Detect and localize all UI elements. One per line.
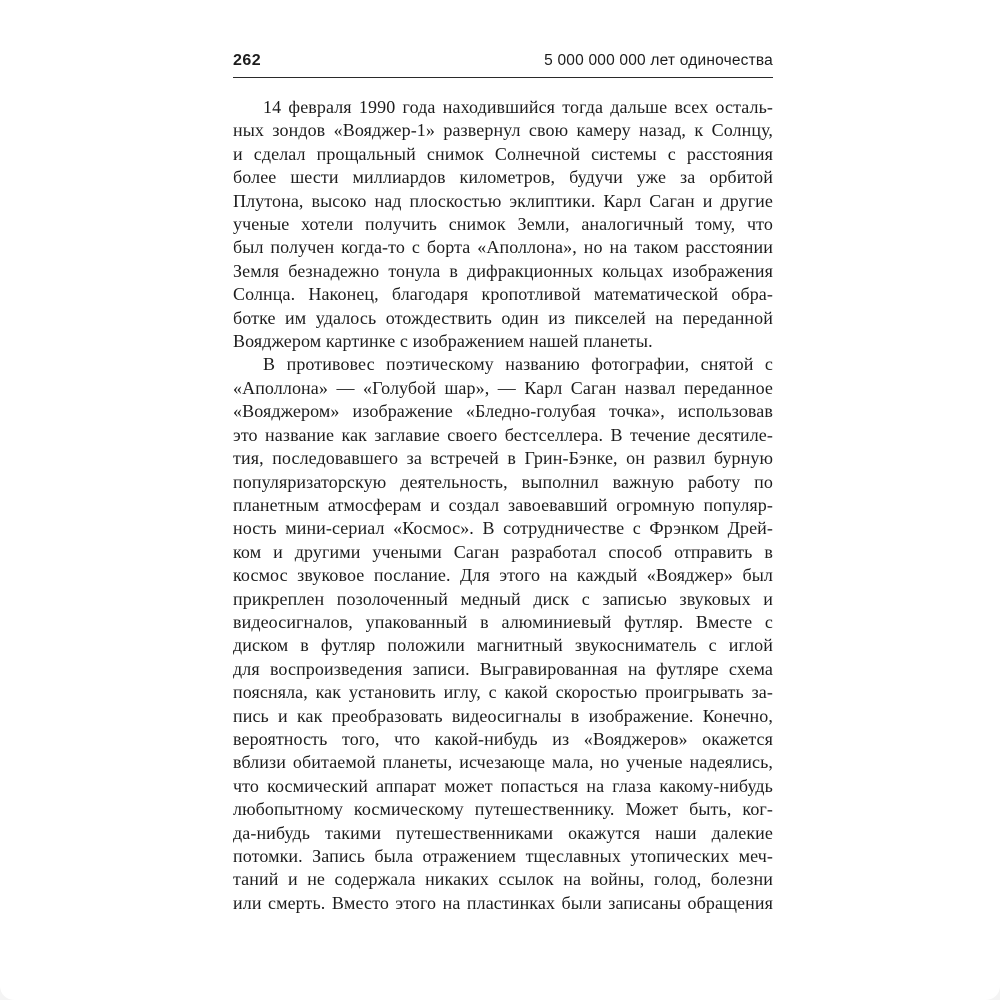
text-line: Плутона, высоко над плоскостью эклиптики. Карл Саган и другие xyxy=(233,190,773,211)
text-line: ных зондов «Вояджер-1» развернул свою камеру назад, к Солнцу, xyxy=(233,120,773,141)
page-number: 262 xyxy=(233,52,262,69)
text-line: 14 февраля 1990 года находившийся тогда дальше всех осталь- xyxy=(263,97,773,117)
text-line: ность мини-сериал «Космос». В сотрудничестве с Фрэнком Дрей- xyxy=(233,518,773,539)
page-body xyxy=(233,96,773,915)
text-line: ученые хотели получить снимок Земли, аналогичный тому, что xyxy=(233,214,773,235)
text-line: ботке им удалось отождествить один из пикселей на переданной xyxy=(233,307,773,328)
paragraph xyxy=(233,96,773,353)
text-line: Земля безнадежно тонула в дифракционных кольцах изображения xyxy=(233,260,773,281)
page-content xyxy=(233,0,773,915)
text-line: диском в футляр положили магнитный звукосниматель с иглой xyxy=(233,635,773,656)
text-line: таний и не содержала никаких ссылок на войны, голод, болезни xyxy=(233,869,773,890)
paragraph xyxy=(233,353,773,915)
text-line: космос звуковое послание. Для этого на каждый «Вояджер» был xyxy=(233,565,773,586)
text-line: прикреплен позолоченный медный диск с записью звуковых и xyxy=(233,588,773,609)
text-line: Солнца. Наконец, благодаря кропотливой математической обра- xyxy=(233,284,773,305)
text-line: популяризаторскую деятельность, выполнил важную работу по xyxy=(233,471,773,492)
text-line: ком и другими учеными Саган разработал способ отправить в xyxy=(233,541,773,562)
text-line: потомки. Запись была отражением тщеславных утопических меч- xyxy=(233,846,773,866)
text-line: вблизи обитаемой планеты, исчезающе мала, но ученые надеялись, xyxy=(233,752,773,773)
text-line: планетным атмосферам и создал завоевавший огромную популяр- xyxy=(233,494,773,515)
text-line: и сделал прощальный снимок Солнечной системы с расстояния xyxy=(233,143,773,164)
header-rule xyxy=(233,77,773,78)
text-line: любопытному космическому путешественнику. Может быть, ког- xyxy=(233,799,773,820)
text-line: это название как заглавие своего бестселлера. В течение десятиле- xyxy=(233,424,773,445)
text-line: был получен когда-то с борта «Аполлона», но на таком расстоянии xyxy=(233,237,773,258)
running-title: 5 000 000 000 лет одиночества xyxy=(544,52,773,69)
text-line: «Аполлона» — «Голубой шар», — Карл Саган назвал переданное xyxy=(233,377,773,398)
text-line: видеосигналов, упакованный в алюминиевый футляр. Вместе с xyxy=(233,611,773,632)
text-line: Вояджером картинке с изображением нашей планеты. xyxy=(233,331,653,352)
text-line: В противовес поэтическому названию фотографии, снятой с xyxy=(263,354,773,375)
text-line: более шести миллиардов километров, будучи уже за орбитой xyxy=(233,167,773,188)
text-line: да-нибудь такими путешественниками окажутся наши далекие xyxy=(233,822,773,843)
text-line: «Вояджером» изображение «Бледно-голубая точка», использовав xyxy=(233,401,773,422)
text-line: для воспроизведения записи. Выгравированная на футляре схема xyxy=(233,658,773,679)
text-line: или смерть. Вместо этого на пластинках были записаны обращения xyxy=(233,892,773,913)
text-line: вероятность того, что какой-нибудь из «Вояджеров» окажется xyxy=(233,728,773,749)
page-header xyxy=(233,52,773,70)
text-line: тия, последовавшего за встречей в Грин-Бэнке, он развил бурную xyxy=(233,448,773,469)
text-line: пись и как преобразовать видеосигналы в изображение. Конечно, xyxy=(233,705,773,726)
text-line: что космический аппарат может попасться на глаза какому-нибудь xyxy=(233,775,773,796)
text-line: поясняла, как установить иглу, с какой скоростью проигрывать за- xyxy=(233,682,773,703)
